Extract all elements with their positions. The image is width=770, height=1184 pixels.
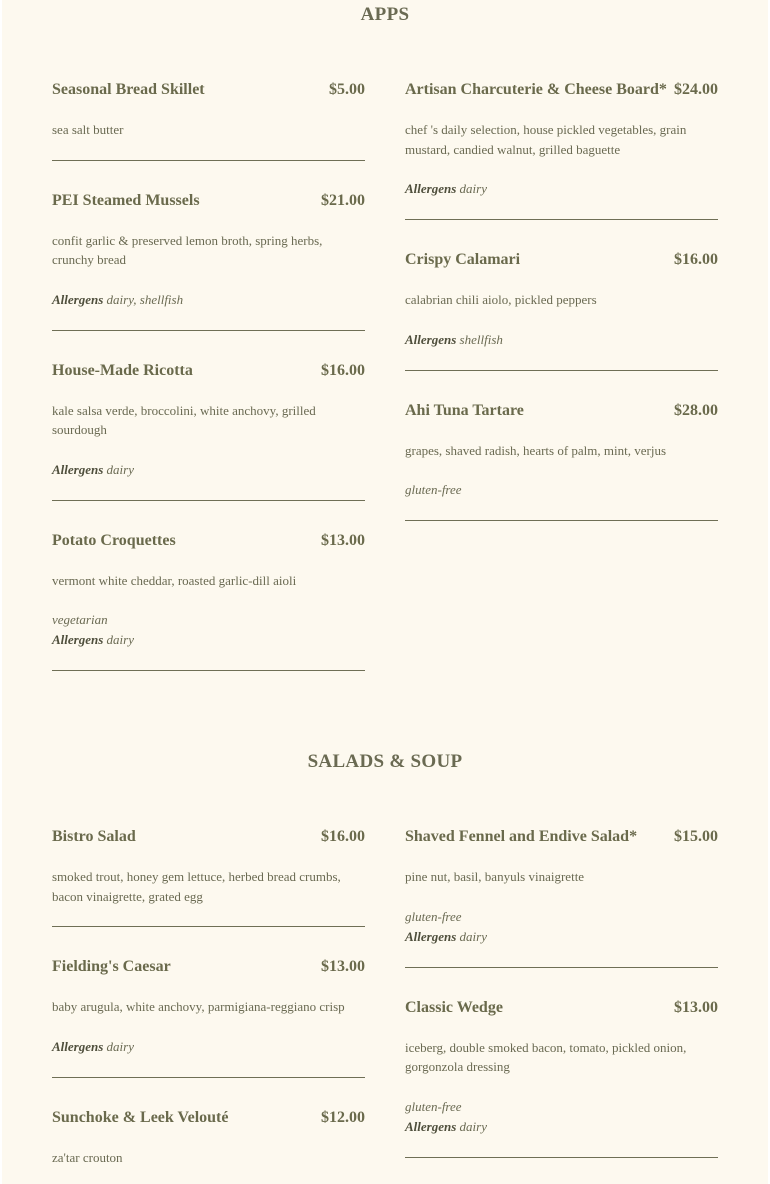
diet-tag: gluten-free	[405, 1098, 462, 1114]
allergens-label: Allergens	[52, 632, 104, 647]
allergens-label: Allergens	[405, 331, 457, 347]
menu-item-tags	[52, 610, 365, 650]
menu-item-name: Shaved Fennel and Endive Salad*	[405, 828, 638, 845]
allergens-values: dairy	[459, 928, 487, 944]
allergens-label: Allergens	[405, 928, 457, 944]
menu-section-salads-soup	[2, 752, 768, 1184]
menu-item-description: calabrian chili aiolo, pickled peppers	[405, 292, 597, 307]
allergens-values: dairy	[106, 461, 134, 477]
menu-item-tags	[405, 330, 718, 350]
menu-item	[52, 957, 365, 1078]
menu-item	[52, 361, 365, 501]
menu-item-price: $13.00	[674, 998, 718, 1016]
menu-item-name: Ahi Tuna Tartare	[405, 401, 524, 419]
allergens-line	[52, 1037, 365, 1057]
menu-item-price: $16.00	[321, 361, 365, 379]
menu-item-header	[405, 80, 718, 100]
menu-item-header	[405, 401, 718, 421]
menu-item-price: $13.00	[321, 958, 365, 975]
menu-item-price: $12.00	[321, 1108, 365, 1126]
menu-item-description: smoked trout, honey gem lettuce, herbed bread crumbs, bacon vinaigrette, grated egg	[52, 869, 341, 904]
menu-item-header	[52, 531, 365, 551]
menu-item-name: PEI Steamed Mussels	[52, 191, 200, 209]
menu-item	[52, 827, 365, 927]
menu-item-header	[52, 191, 365, 211]
allergens-label: Allergens	[52, 461, 104, 477]
allergens-values: dairy	[106, 632, 134, 647]
menu-item-header	[52, 1108, 365, 1128]
menu-item-description: vermont white cheddar, roasted garlic-dill aioli	[52, 572, 297, 588]
menu-item	[52, 531, 365, 672]
allergens-line	[405, 330, 718, 350]
menu-item-description: sea salt butter	[52, 122, 124, 137]
menu-item-name: Artisan Charcuterie & Cheese Board*	[405, 81, 667, 98]
menu-item-name: Bistro Salad	[52, 828, 136, 845]
section-title: APPS	[360, 4, 410, 25]
menu-item-price: $16.00	[321, 828, 365, 845]
menu-item	[52, 191, 365, 331]
menu-item-tags	[52, 460, 365, 480]
menu-item	[405, 80, 718, 220]
menu-item-tags	[52, 290, 365, 310]
right-column	[405, 827, 718, 1184]
diet-tag: gluten-free	[405, 908, 462, 924]
menu-item-tags	[52, 1037, 365, 1057]
menu-item-description: grapes, shaved radish, hearts of palm, mint, verjus	[405, 442, 667, 458]
allergens-values: dairy, shellfish	[106, 291, 184, 307]
menu-item-description: chef 's daily selection, house pickled vegetables, grain mustard, candied walnut, grilled baguette	[405, 122, 687, 157]
menu-item-name: Sunchoke & Leek Velouté	[52, 1108, 229, 1126]
allergens-line	[52, 460, 365, 480]
menu-item-tags	[405, 480, 718, 500]
allergens-label: Allergens	[52, 1038, 104, 1054]
menu-item-description: pine nut, basil, banyuls vinaigrette	[405, 869, 585, 884]
menu-item	[405, 827, 718, 968]
diet-tag: vegetarian	[52, 612, 108, 627]
menu-item	[405, 250, 718, 371]
menu-item-name: Potato Croquettes	[52, 531, 176, 549]
menu-item-price: $24.00	[674, 81, 718, 98]
allergens-values: shellfish	[459, 331, 503, 347]
menu-item-tags	[405, 1097, 718, 1137]
menu-item-header	[405, 998, 718, 1018]
menu-item	[405, 998, 718, 1158]
menu-item-name: Seasonal Bread Skillet	[52, 81, 205, 98]
menu-item-header	[52, 827, 365, 847]
menu-item-header	[405, 827, 718, 847]
menu-item-header	[52, 361, 365, 381]
allergens-label: Allergens	[52, 291, 104, 307]
menu-item-description: kale salsa verde, broccolini, white anchovy, grilled sourdough	[52, 402, 316, 437]
menu-item	[405, 401, 718, 522]
section-title: SALADS & SOUP	[307, 751, 463, 772]
menu-item	[52, 80, 365, 161]
allergens-line	[52, 290, 365, 310]
menu-item-price: $15.00	[674, 828, 718, 845]
menu-item-name: House-Made Ricotta	[52, 361, 193, 379]
allergens-values: dairy	[459, 1118, 487, 1134]
menu-item-price: $5.00	[329, 81, 365, 98]
menu-item-tags	[405, 907, 718, 947]
menu-item-header	[52, 957, 365, 977]
allergens-values: dairy	[459, 181, 487, 196]
menu-item-price: $28.00	[674, 401, 718, 419]
left-column	[52, 80, 365, 701]
menu-item-tags	[405, 179, 718, 199]
allergens-line	[52, 630, 365, 650]
menu-item-price: $16.00	[674, 251, 718, 268]
menu-item-name: Crispy Calamari	[405, 251, 521, 268]
allergens-values: dairy	[106, 1038, 134, 1054]
diet-tag: gluten-free	[405, 482, 462, 497]
menu-item-description: iceberg, double smoked bacon, tomato, pickled onion, gorgonzola dressing	[405, 1039, 687, 1074]
left-column	[52, 827, 365, 1184]
allergens-line	[405, 179, 718, 199]
menu-item	[52, 1108, 365, 1184]
menu-item-description: baby arugula, white anchovy, parmigiana-reggiano crisp	[52, 999, 345, 1014]
menu-item-description: za'tar crouton	[52, 1149, 123, 1165]
allergens-line	[405, 927, 718, 947]
allergens-label: Allergens	[405, 1118, 457, 1134]
menu-item-price: $21.00	[321, 191, 365, 209]
right-column	[405, 80, 718, 701]
allergens-label: Allergens	[405, 181, 457, 196]
menu-item-price: $13.00	[321, 531, 365, 549]
menu-item-name: Classic Wedge	[405, 998, 503, 1016]
menu-section-apps	[2, 0, 768, 701]
menu-item-header	[52, 80, 365, 100]
menu-page	[2, 0, 768, 1184]
menu-item-name: Fielding's Caesar	[52, 958, 171, 975]
allergens-line	[405, 1117, 718, 1137]
menu-item-header	[405, 250, 718, 270]
menu-item-description: confit garlic & preserved lemon broth, spring herbs, crunchy bread	[52, 232, 323, 267]
